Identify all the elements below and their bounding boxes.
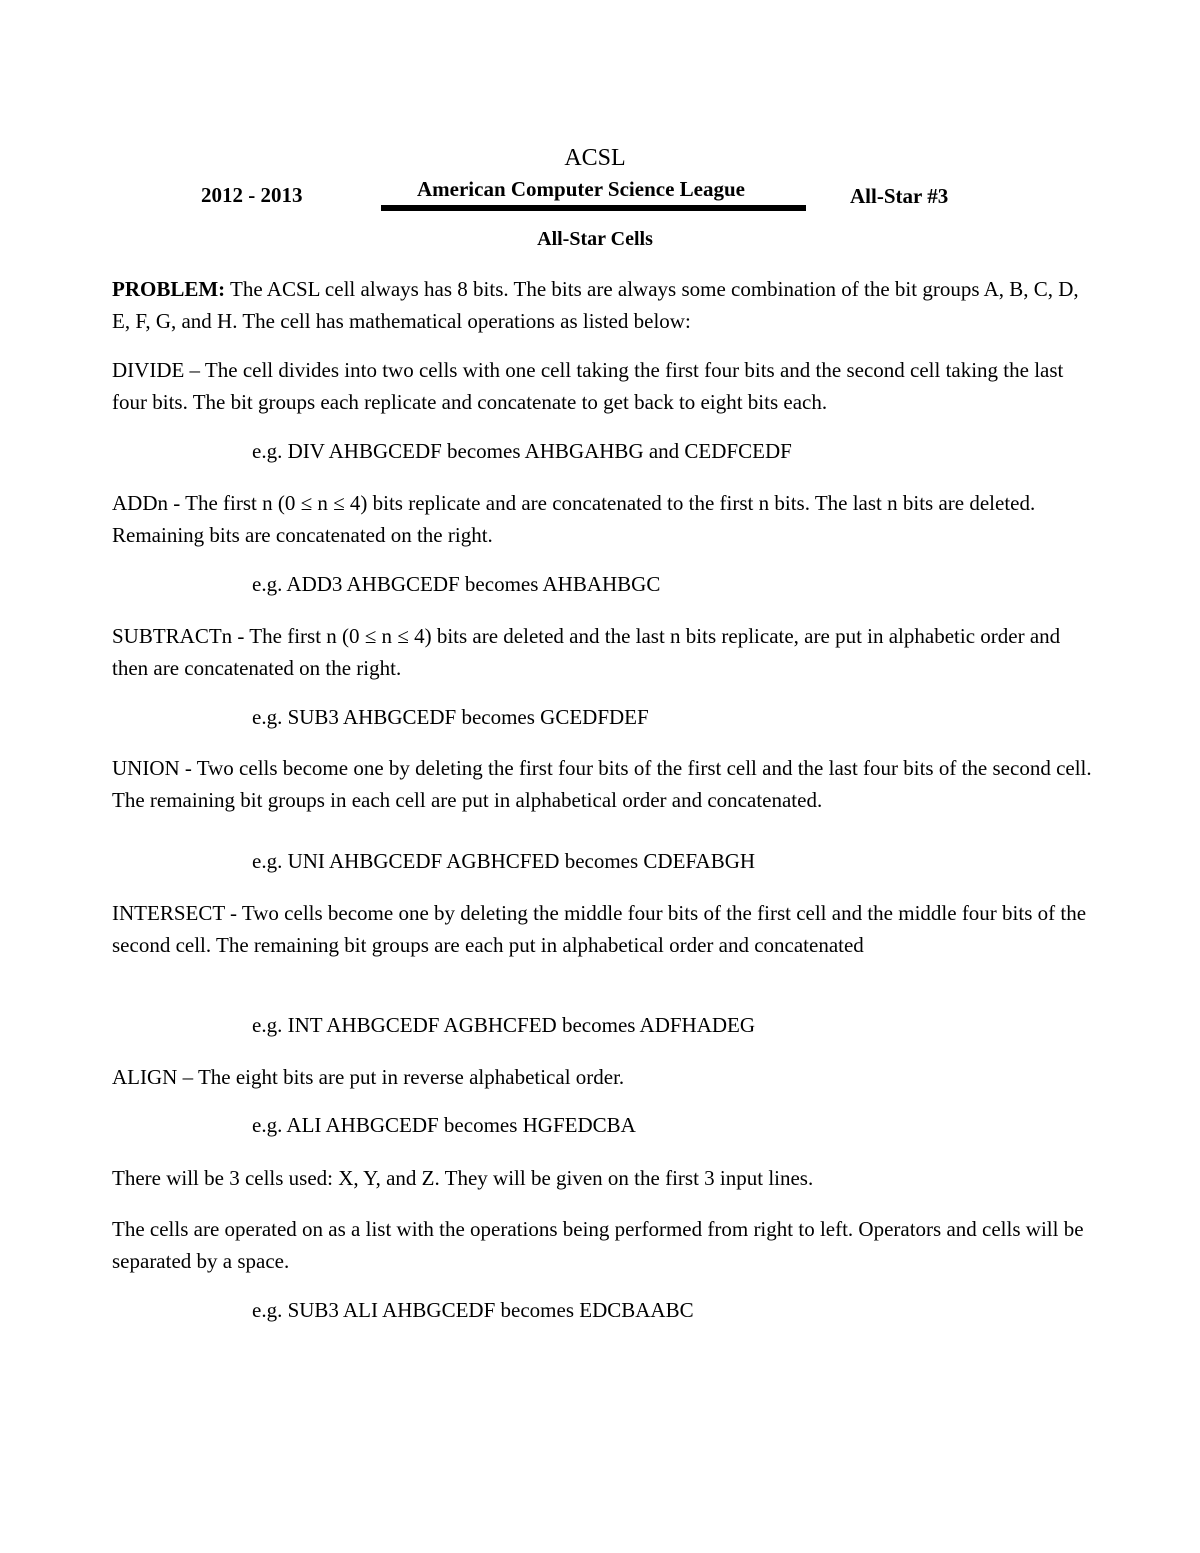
header-rule <box>381 205 806 211</box>
union-description: UNION - Two cells become one by deleting the first four bits of the first cell and the last four bits of the second cell. The remaining bit groups in each cell are put in alphabetical order and concatenated. <box>112 756 1092 812</box>
add-example: e.g. ADD3 AHBGCEDF becomes AHBAHBGC <box>252 572 661 596</box>
subtract-example: e.g. SUB3 AHBGCEDF becomes GCEDFDEF <box>252 705 649 729</box>
align-example: e.g. ALI AHBGCEDF becomes HGFEDCBA <box>252 1113 636 1137</box>
intersect-example: e.g. INT AHBGCEDF AGBHCFED becomes ADFHADEG <box>252 1013 756 1037</box>
union-example: e.g. UNI AHBGCEDF AGBHCFED becomes CDEFABGH <box>252 849 756 873</box>
problem-label: PROBLEM: <box>112 277 226 301</box>
final-example: e.g. SUB3 ALI AHBGCEDF becomes EDCBAABC <box>252 1298 694 1322</box>
divide-example: e.g. DIV AHBGCEDF becomes AHBGAHBG and CEDFCEDF <box>252 439 792 463</box>
add-description: ADDn - The first n (0 ≤ n ≤ 4) bits replicate and are concatenated to the first n bits. The last n bits are deleted. Remaining bits are concatenated on the right. <box>112 491 1036 547</box>
cells-note: There will be 3 cells used: X, Y, and Z. They will be given on the first 3 input lines. <box>112 1166 814 1190</box>
org-short-name: ACSL <box>564 145 626 171</box>
intersect-description: INTERSECT - Two cells become one by deleting the middle four bits of the first cell and the middle four bits of the second cell. The remaining bit groups are each put in alphabetical order and concatenated <box>112 901 1087 957</box>
divide-description: DIVIDE – The cell divides into two cells with one cell taking the first four bits and the second cell taking the last four bits. The bit groups each replicate and concatenate to get back to eight bits each. <box>112 358 1064 414</box>
align-description: ALIGN – The eight bits are put in reverse alphabetical order. <box>112 1065 625 1089</box>
problem-paragraph <box>112 273 1092 337</box>
subtract-description: SUBTRACTn - The first n (0 ≤ n ≤ 4) bits are deleted and the last n bits replicate, are put in alphabetic order and then are concatenated on the right. <box>112 624 1061 680</box>
problem-text: The ACSL cell always has 8 bits. The bits are always some combination of the bit groups A, B, C, D, E, F, G, and H. The cell has mathematical operations as listed below: <box>112 277 1079 333</box>
list-note: The cells are operated on as a list with the operations being performed from right to left. Operators and cells will be separated by a space. <box>112 1217 1084 1273</box>
org-full-name: American Computer Science League <box>417 177 745 201</box>
contest-name: All-Star #3 <box>850 184 949 208</box>
page-title: All-Star Cells <box>537 228 653 250</box>
contest-year: 2012 - 2013 <box>201 183 303 207</box>
